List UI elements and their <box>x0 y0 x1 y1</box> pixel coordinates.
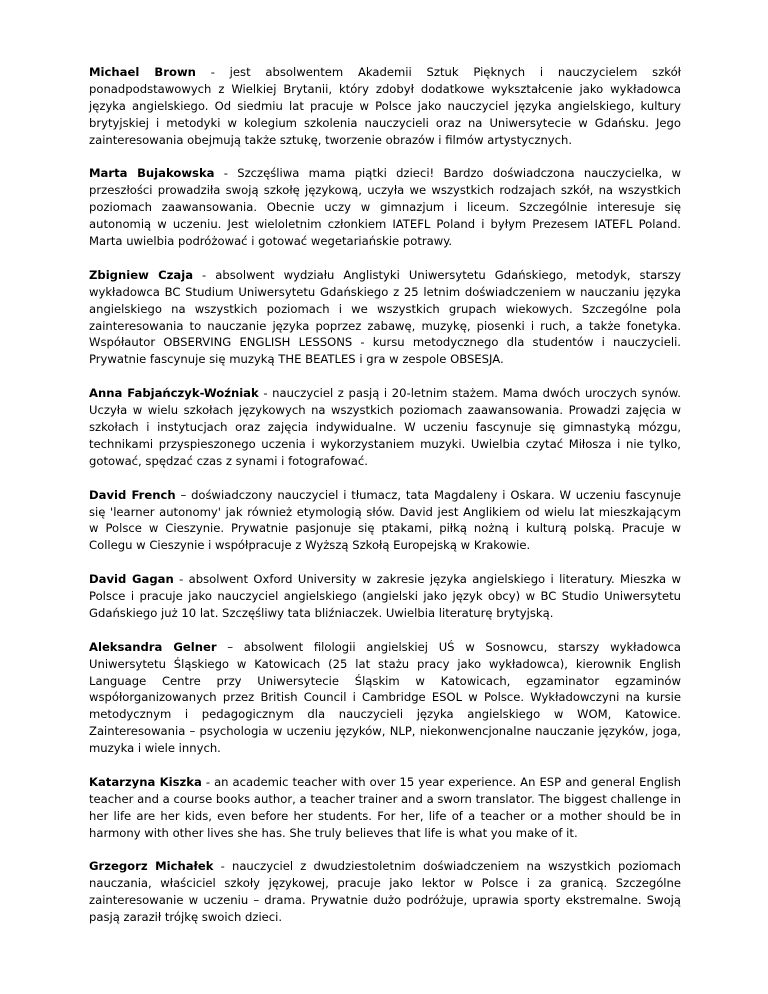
person-name: David Gagan <box>89 572 174 587</box>
person-name: Aleksandra Gelner <box>89 639 217 654</box>
bio-paragraph <box>89 774 681 842</box>
bio-paragraph <box>89 639 681 757</box>
bio-text: - Szczęśliwa mama piątki dzieci! Bardzo doświadczona nauczycielka, w przeszłości prowadziła swoją szkołę językową, uczyła we wszystkich rodzajach szkół, na wszystkich poziomach zaawansowania. Obecnie uczy w gimnazjum i liceum. Szczególnie interesuje się autonomią w uczeniu. Jest wieloletnim członkiem IATEFL Poland i byłym Prezesem IATEFL Poland. Marta uwielbia podróżować i gotować wegetariańskie potrawy. <box>89 166 681 249</box>
person-name: David French <box>89 487 176 502</box>
bio-text: - nauczyciel z dwudziestoletnim doświadczeniem na wszystkich poziomach nauczania, właściciel szkoły językowej, pracuje jako lektor w Polsce i za granicą. Szczególne zainteresowanie w uczeniu – drama. Prywatnie dużo podróżuje, uprawia sporty ekstremalne. Swoją pasją zaraził trójkę swoich dzieci. <box>89 859 681 925</box>
person-name: Anna Fabjańczyk-Woźniak <box>89 386 259 401</box>
person-name: Grzegorz Michałek <box>89 859 214 874</box>
bio-text: - an academic teacher with over 15 year experience. An ESP and general English teacher and a course books author, a teacher trainer and a sworn translator. The biggest challenge in her life are her kids, even before her students. For her, life of a teacher or a mother should be in harmony with other lives she has. She truly believes that life is what you make of it. <box>89 774 682 840</box>
bio-paragraph <box>89 385 681 470</box>
person-name: Katarzyna Kiszka <box>89 774 202 789</box>
bio-text: - jest absolwentem Akademii Sztuk Pięknych i nauczycielem szkół ponadpodstawowych z Wielkiej Brytanii, który zdobył dodatkowe wykształcenie jako wykładowca języka angielskiego. Od siedmiu lat pracuje w Polsce jako nauczyciel języka angielskiego, kultury brytyjskiej i metodyki w kolegium szkolenia nauczycieli oraz na Uniwersytecie w Gdańsku. Jego zainteresowania obejmują także sztukę, tworzenie obrazów i filmów artystycznych. <box>89 65 681 147</box>
document-page <box>89 64 681 943</box>
bio-paragraph <box>89 571 681 622</box>
person-name: Zbigniew Czaja <box>89 267 194 282</box>
bio-paragraph <box>89 64 681 149</box>
bio-paragraph <box>89 165 681 250</box>
bio-text: – absolwent filologii angielskiej UŚ w Sosnowcu, starszy wykładowca Uniwersytetu Śląskiego w Katowicach (25 lat stażu pracy jako wykładowca), kierownik English Language Centre przy Uniwersytecie Śląskim w Katowicach, egzaminator egzaminów współorganizowanych przez British Council i Cambridge ESOL w Polsce. Wykładowczyni na kursie metodycznym i pedagogicznym dla nauczycieli języka angielskiego w WOM, Katowice. Zainteresowania – psychologia w uczeniu języków, NLP, niekonwencjonalne nauczanie języków, joga, muzyka i wiele innych. <box>89 639 681 756</box>
bio-paragraph <box>89 487 681 555</box>
bio-text: - nauczyciel z pasją i 20-letnim stażem. Mama dwóch uroczych synów. Uczyła w wielu szkołach językowych na wszystkich poziomach zaawansowania. Prowadzi zajęcia w szkołach i instytucjach oraz zajęcia indywidualne. W uczeniu fascynuje się gimnastyką mózgu, technikami przyspieszonego uczenia i wykorzystaniem muzyki. Uwielbia czytać Miłosza i nie tylko, gotować, spędzać czas z synami i fotografować. <box>89 386 681 468</box>
person-name: Michael Brown <box>89 65 196 79</box>
bio-paragraph <box>89 267 681 368</box>
bio-text: - absolwent Oxford University w zakresie języka angielskiego i literatury. Mieszka w Polsce i pracuje jako nauczyciel angielskiego (angielski jako język obcy) w BC Studio Uniwersytetu Gdańskiego już 10 lat. Szczęśliwy tata bliźniaczek. Uwielbia literaturę brytyjską. <box>89 572 682 620</box>
bio-text: – doświadczony nauczyciel i tłumacz, tata Magdaleny i Oskara. W uczeniu fascynuje się 'learner autonomy' jak również etymologią słów. David jest Anglikiem od wielu lat mieszkającym w Polsce w Cieszynie. Prywatnie pasjonuje się ptakami, piłką nożną i kulturą polską. Pracuje w Collegu w Cieszynie i współpracuje z Wyższą Szkołą Europejską w Krakowie. <box>89 487 682 553</box>
bio-paragraph <box>89 858 681 926</box>
bio-text: - absolwent wydziału Anglistyki Uniwersytetu Gdańskiego, metodyk, starszy wykładowca BC Studium Uniwersytetu Gdańskiego z 25 letnim doświadczeniem w nauczaniu języka angielskiego na wszystkich poziomach i we wszystkich grupach wiekowych. Szczególne pola zainteresowania to nauczanie języka poprzez zabawę, muzykę, piosenki i ruch, a także fonetyka. Współautor OBSERVING ENGLISH LESSONS - kursu metodycznego dla studentów i nauczycieli. Prywatnie fascynuje się muzyką THE BEATLES i gra w zespole OBSESJA. <box>89 267 681 367</box>
person-name: Marta Bujakowska <box>89 166 215 181</box>
